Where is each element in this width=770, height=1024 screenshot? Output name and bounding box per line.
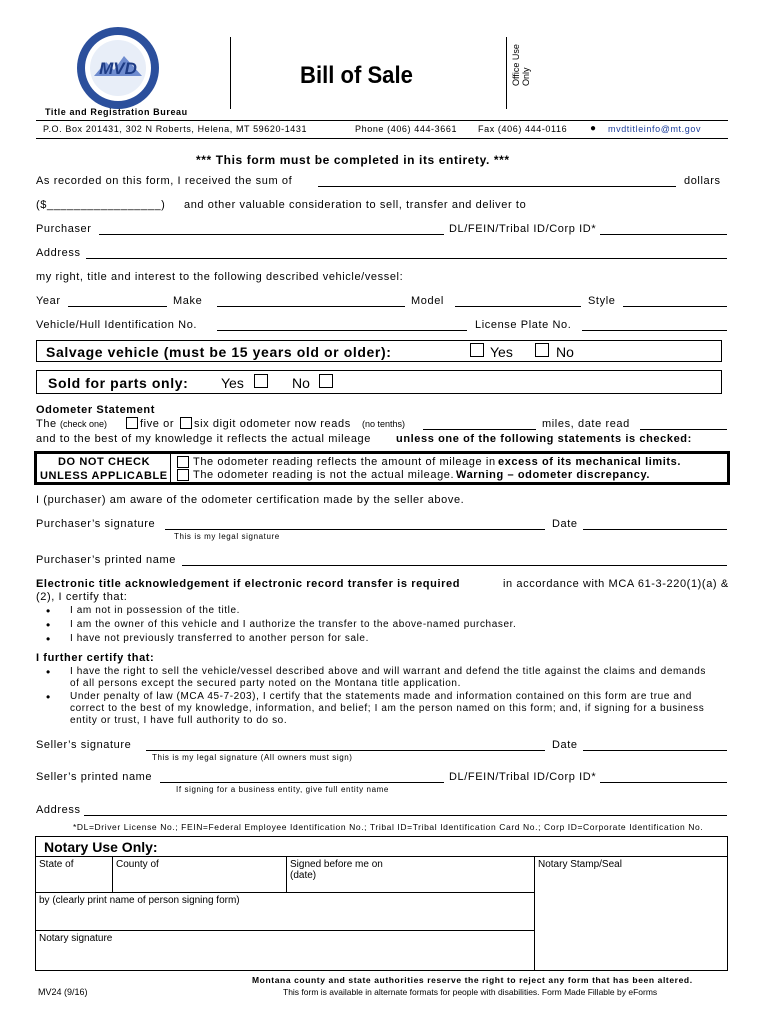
bullet-icon: • [46,665,51,679]
purchaser-address-label: Address [36,247,81,259]
f-bullet-2-line3: entity or trust, I have full authority to do so. [70,715,288,726]
purchaser-field[interactable] [99,234,444,235]
notary-signed-label: Signed before me on (date) [290,859,383,881]
sum-label: As recorded on this form, I received the sum of [36,175,293,187]
business-entity-note: If signing for a business entity, give full entity name [176,785,389,794]
stmt1-bold: excess of its mechanical limits. [498,456,682,468]
notary-table [35,856,728,971]
odometer-discrepancy-checkbox[interactable] [177,469,189,481]
purchaser-signature-field[interactable] [165,529,545,530]
purchaser-signature-label: Purchaser’s signature [36,518,156,530]
form-number: MV24 (9/16) [38,987,88,997]
model-label: Model [411,295,444,307]
odometer-reading-field[interactable] [423,429,536,430]
seller-signature-label: Seller’s signature [36,739,132,751]
parts-yes-label: Yes [221,375,244,391]
notary-date-cell[interactable] [287,857,535,893]
five-digit-checkbox[interactable] [126,417,138,429]
notary-stamp-cell[interactable] [535,857,728,971]
etitle-mca: in accordance with MCA 61-3-220(1)(a) & [503,578,729,590]
notary-state-label: State of [39,859,74,870]
etitle-certify: (2), I certify that: [36,591,128,603]
bureau-email[interactable]: mvdtitleinfo@mt.gov [608,124,702,134]
seller-address-field[interactable] [84,815,727,816]
style-label: Style [588,295,616,307]
bullet-icon: • [46,604,51,618]
seller-signature-field[interactable] [146,750,545,751]
seal-text: MVD [99,59,137,78]
notary-county-cell[interactable] [113,857,287,893]
odometer-title: Odometer Statement [36,404,155,416]
bureau-name: Title and Registration Bureau [45,107,188,117]
altered-notice: Montana county and state authorities reserve the right to reject any form that has been altered. [252,975,693,985]
six-digit-checkbox[interactable] [180,417,192,429]
notary-print-name-cell[interactable] [36,893,535,931]
parts-yes-checkbox[interactable] [254,374,268,388]
purchaser-date-field[interactable] [583,529,727,530]
purchaser-address-field[interactable] [86,258,727,259]
notary-state-cell[interactable] [36,857,113,893]
amount-field[interactable]: ($_________________) [36,199,166,211]
model-field[interactable] [455,306,581,307]
seller-legal-note: This is my legal signature (All owners must sign) [152,753,353,762]
seller-printed-name-field[interactable] [160,782,444,783]
bureau-fax: Fax (406) 444-0116 [478,124,568,134]
consideration-text: and other valuable consideration to sell, transfer and deliver to [184,199,527,211]
odometer-the: The [36,418,57,430]
completion-notice: *** This form must be completed in its entirety. *** [196,153,510,167]
salvage-yes-checkbox[interactable] [470,343,484,357]
bureau-address: P.O. Box 201431, 302 N Roberts, Helena, MT 59620-1431 [43,124,308,134]
purchaser-printed-name-label: Purchaser’s printed name [36,554,176,566]
office-use-label: Office Use Only [511,44,531,86]
plate-label: License Plate No. [475,319,572,331]
bullet-icon: ● [590,123,597,134]
notary-signature-cell[interactable] [36,931,535,971]
salvage-no-label: No [556,344,574,360]
six-digit-label: six digit odometer now reads [194,418,351,430]
mechanical-limits-checkbox[interactable] [177,456,189,468]
salvage-label: Salvage vehicle (must be 15 years old or older): [46,344,392,360]
five-digit-label: five or [140,418,175,430]
f-bullet-1-line1: I have the right to sell the vehicle/vessel described above and will warrant and defend the title against the claims and demands [70,666,707,677]
make-label: Make [173,295,203,307]
miles-date-label: miles, date read [542,418,630,430]
seller-address-label: Address [36,804,81,816]
make-field[interactable] [217,306,405,307]
dollars-label: dollars [684,175,721,187]
plate-field[interactable] [582,330,727,331]
id-footnote: *DL=Driver License No.; FEIN=Federal Employee Identification No.; Tribal ID=Tribal Identification Card No.; Corp ID=Corporate Identification No. [73,822,704,832]
seal-ring-bottom [76,26,154,28]
bullet-icon: • [46,690,51,704]
odometer-line2: and to the best of my knowledge it reflects the actual mileage [36,433,371,445]
vin-label: Vehicle/Hull Identification No. [36,319,198,331]
odometer-date-field[interactable] [640,429,727,430]
bureau-phone: Phone (406) 444-3661 [355,124,458,134]
mvd-seal-logo [76,26,160,110]
odometer-check-one: (check one) [60,419,108,429]
style-field[interactable] [623,306,727,307]
bullet-icon: • [46,618,51,632]
notary-stamp-label: Notary Stamp/Seal [538,859,622,870]
notary-print-name-label: by (clearly print name of person signing form) [39,895,240,906]
alt-formats-note: This form is available in alternate formats for people with disabilities. Form Made Fillable by eForms [283,987,658,997]
odometer-line2-bold: unless one of the following statements is checked: [396,433,692,445]
unless-applicable-label: UNLESS APPLICABLE [40,470,168,482]
parts-label: Sold for parts only: [48,375,189,391]
purchaser-id-field[interactable] [600,234,727,235]
sum-field[interactable] [318,186,676,187]
further-certify-heading: I further certify that: [36,652,155,664]
e-bullet-2: I am the owner of this vehicle and I authorize the transfer to the above-named purchaser. [70,619,517,630]
notary-title: Notary Use Only: [44,839,158,855]
purchaser-id-label: DL/FEIN/Tribal ID/Corp ID* [449,223,597,235]
f-bullet-1-line2: of all persons except the secured party noted on the Montana title application. [70,678,461,689]
stmt2-bold: Warning – odometer discrepancy. [456,469,651,481]
etitle-heading: Electronic title acknowledgement if electronic record transfer is required [36,578,461,590]
no-tenths-label: (no tenths) [362,419,406,429]
f-bullet-2-line1: Under penalty of law (MCA 45-7-203), I certify that the statements made and information contained on this form are true and [70,691,692,702]
notary-county-label: County of [116,859,159,870]
f-bullet-2-line2: correct to the best of my knowledge, information, and belief; I am the person named on this form; and, if signing for a business [70,703,705,714]
salvage-no-checkbox[interactable] [535,343,549,357]
year-field[interactable] [68,306,167,307]
vin-field[interactable] [217,330,467,331]
purchaser-label: Purchaser [36,223,92,235]
parts-no-label: No [292,375,310,391]
interest-text: my right, title and interest to the following described vehicle/vessel: [36,271,404,283]
e-bullet-3: I have not previously transferred to another person for sale. [70,633,369,644]
purchaser-date-label: Date [552,518,578,530]
notary-signature-label: Notary signature [39,933,113,944]
purchaser-aware-text: I (purchaser) am aware of the odometer certification made by the seller above. [36,494,465,506]
seller-id-field[interactable] [600,782,727,783]
e-bullet-1: I am not in possession of the title. [70,605,241,616]
do-not-check-label: DO NOT CHECK [58,456,151,468]
purchaser-printed-name-field[interactable] [182,565,727,566]
seller-date-label: Date [552,739,578,751]
seller-date-field[interactable] [583,750,727,751]
year-label: Year [36,295,61,307]
stmt1-text: The odometer reading reflects the amount of mileage in [193,456,496,468]
seller-id-label: DL/FEIN/Tribal ID/Corp ID* [449,771,597,783]
page-title: Bill of Sale [300,62,413,89]
parts-no-checkbox[interactable] [319,374,333,388]
stmt2-text: The odometer reading is not the actual mileage. [193,469,455,481]
purchaser-legal-note: This is my legal signature [174,532,280,541]
seller-printed-name-label: Seller’s printed name [36,771,153,783]
bullet-icon: • [46,632,51,646]
salvage-yes-label: Yes [490,344,513,360]
